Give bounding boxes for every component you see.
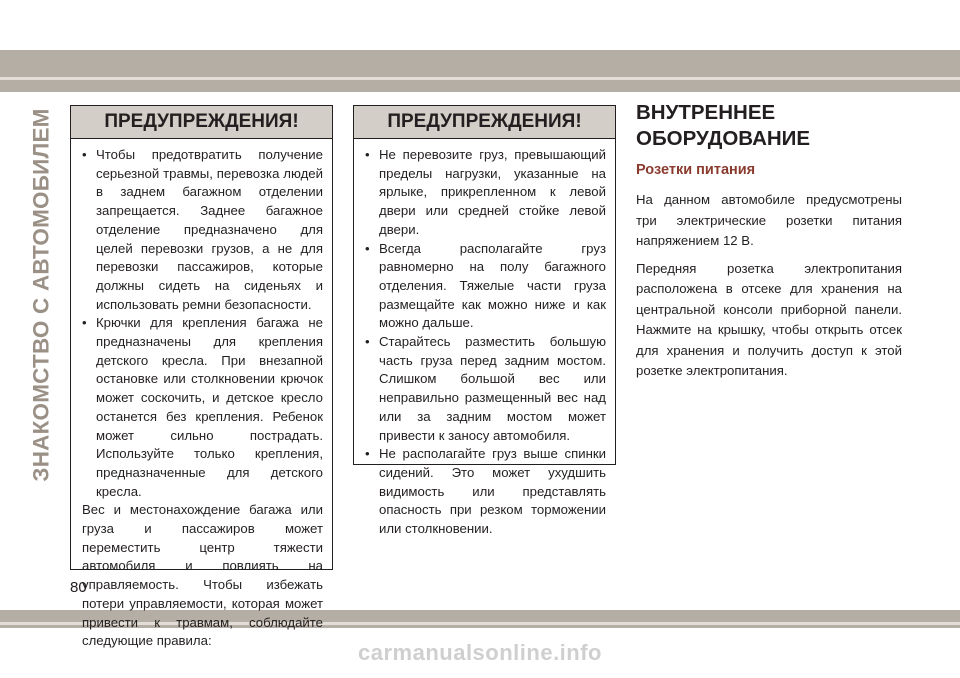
section-title: ВНУТРЕННЕЕ ОБОРУДОВАНИЕ	[636, 101, 811, 150]
warning-item: • Чтобы предотвратить получение серьезной травмы, перевозка людей в заднем багажном отделении запрещается. Заднее багажное отделение предназначено для целей перевозки грузов, а не для перевозки пассажиров, которые должны сидеть на сиденьях и использовать ремни безопасности.	[82, 146, 323, 314]
header-band	[0, 50, 960, 92]
warning-item: • Не располагайте груз выше спинки сидений. Это может ухудшить видимость или представлять опасность при резком торможении или столкновении.	[365, 445, 606, 539]
cargo-weight-paragraph: Вес и местонахождение багажа или груза и пассажиров может переместить центр тяжести автомобиля и повлиять на управляемость. Чтобы избежать потери управляемости, которая может привести к травмам, соблюдайте следующие правила:	[82, 502, 323, 649]
warning-item: • Крючки для крепления багажа не предназначены для крепления детского кресла. При внезапной остановке или столкновении крючок может соскочить, и детское кресло останется без крепления. Ребенок может сильно пострадать. Используйте только крепления, предназначенные для детского кресла.	[82, 314, 323, 501]
section-paragraph: Передняя розетка электропитания расположена в отсеке для хранения на центральной консоли приборной панели. Нажмите на крышку, чтобы открыть отсек для хранения и получить доступ к этой розетке электропитания.	[636, 260, 902, 378]
page-number: 80	[70, 579, 87, 596]
warning-box-1-heading: ПРЕДУПРЕЖДЕНИЯ!	[71, 106, 332, 139]
warning-box-2-heading: ПРЕДУПРЕЖДЕНИЯ!	[354, 106, 615, 139]
section-subtitle: Розетки питания	[636, 162, 756, 178]
interior-equipment-section	[636, 100, 902, 389]
warning-item: • Не перевозите груз, превышающий пределы нагрузки, указанные на ярлыке, прикрепленном к левой двери или средней стойке левой двери.	[365, 146, 606, 240]
warning-box-2-body	[354, 139, 615, 539]
warning-box-2	[353, 105, 616, 537]
section-paragraph: На данном автомобиле предусмотрены три электрические розетки питания напряжением 12 В.	[636, 192, 902, 248]
warning-box-2-list	[365, 146, 606, 539]
watermark: carmanualsonline.info	[358, 640, 602, 665]
warning-item: • Всегда располагайте груз равномерно на полу багажного отделения. Тяжелые части груза размещайте как можно ниже и как можно дальше.	[365, 240, 606, 334]
chapter-side-title-text: ЗНАКОМСТВО С АВТОМОБИЛЕМ	[29, 108, 55, 482]
warning-item: • Старайтесь разместить большую часть груза перед задним мостом. Слишком большой вес или неправильно размещенный вес над или за задним мостом может привести к заносу автомобиля.	[365, 333, 606, 445]
warning-box-1-body	[71, 139, 332, 651]
chapter-side-title	[22, 105, 62, 485]
warning-box-1-list	[82, 146, 323, 501]
header-band-stripe	[0, 77, 960, 80]
